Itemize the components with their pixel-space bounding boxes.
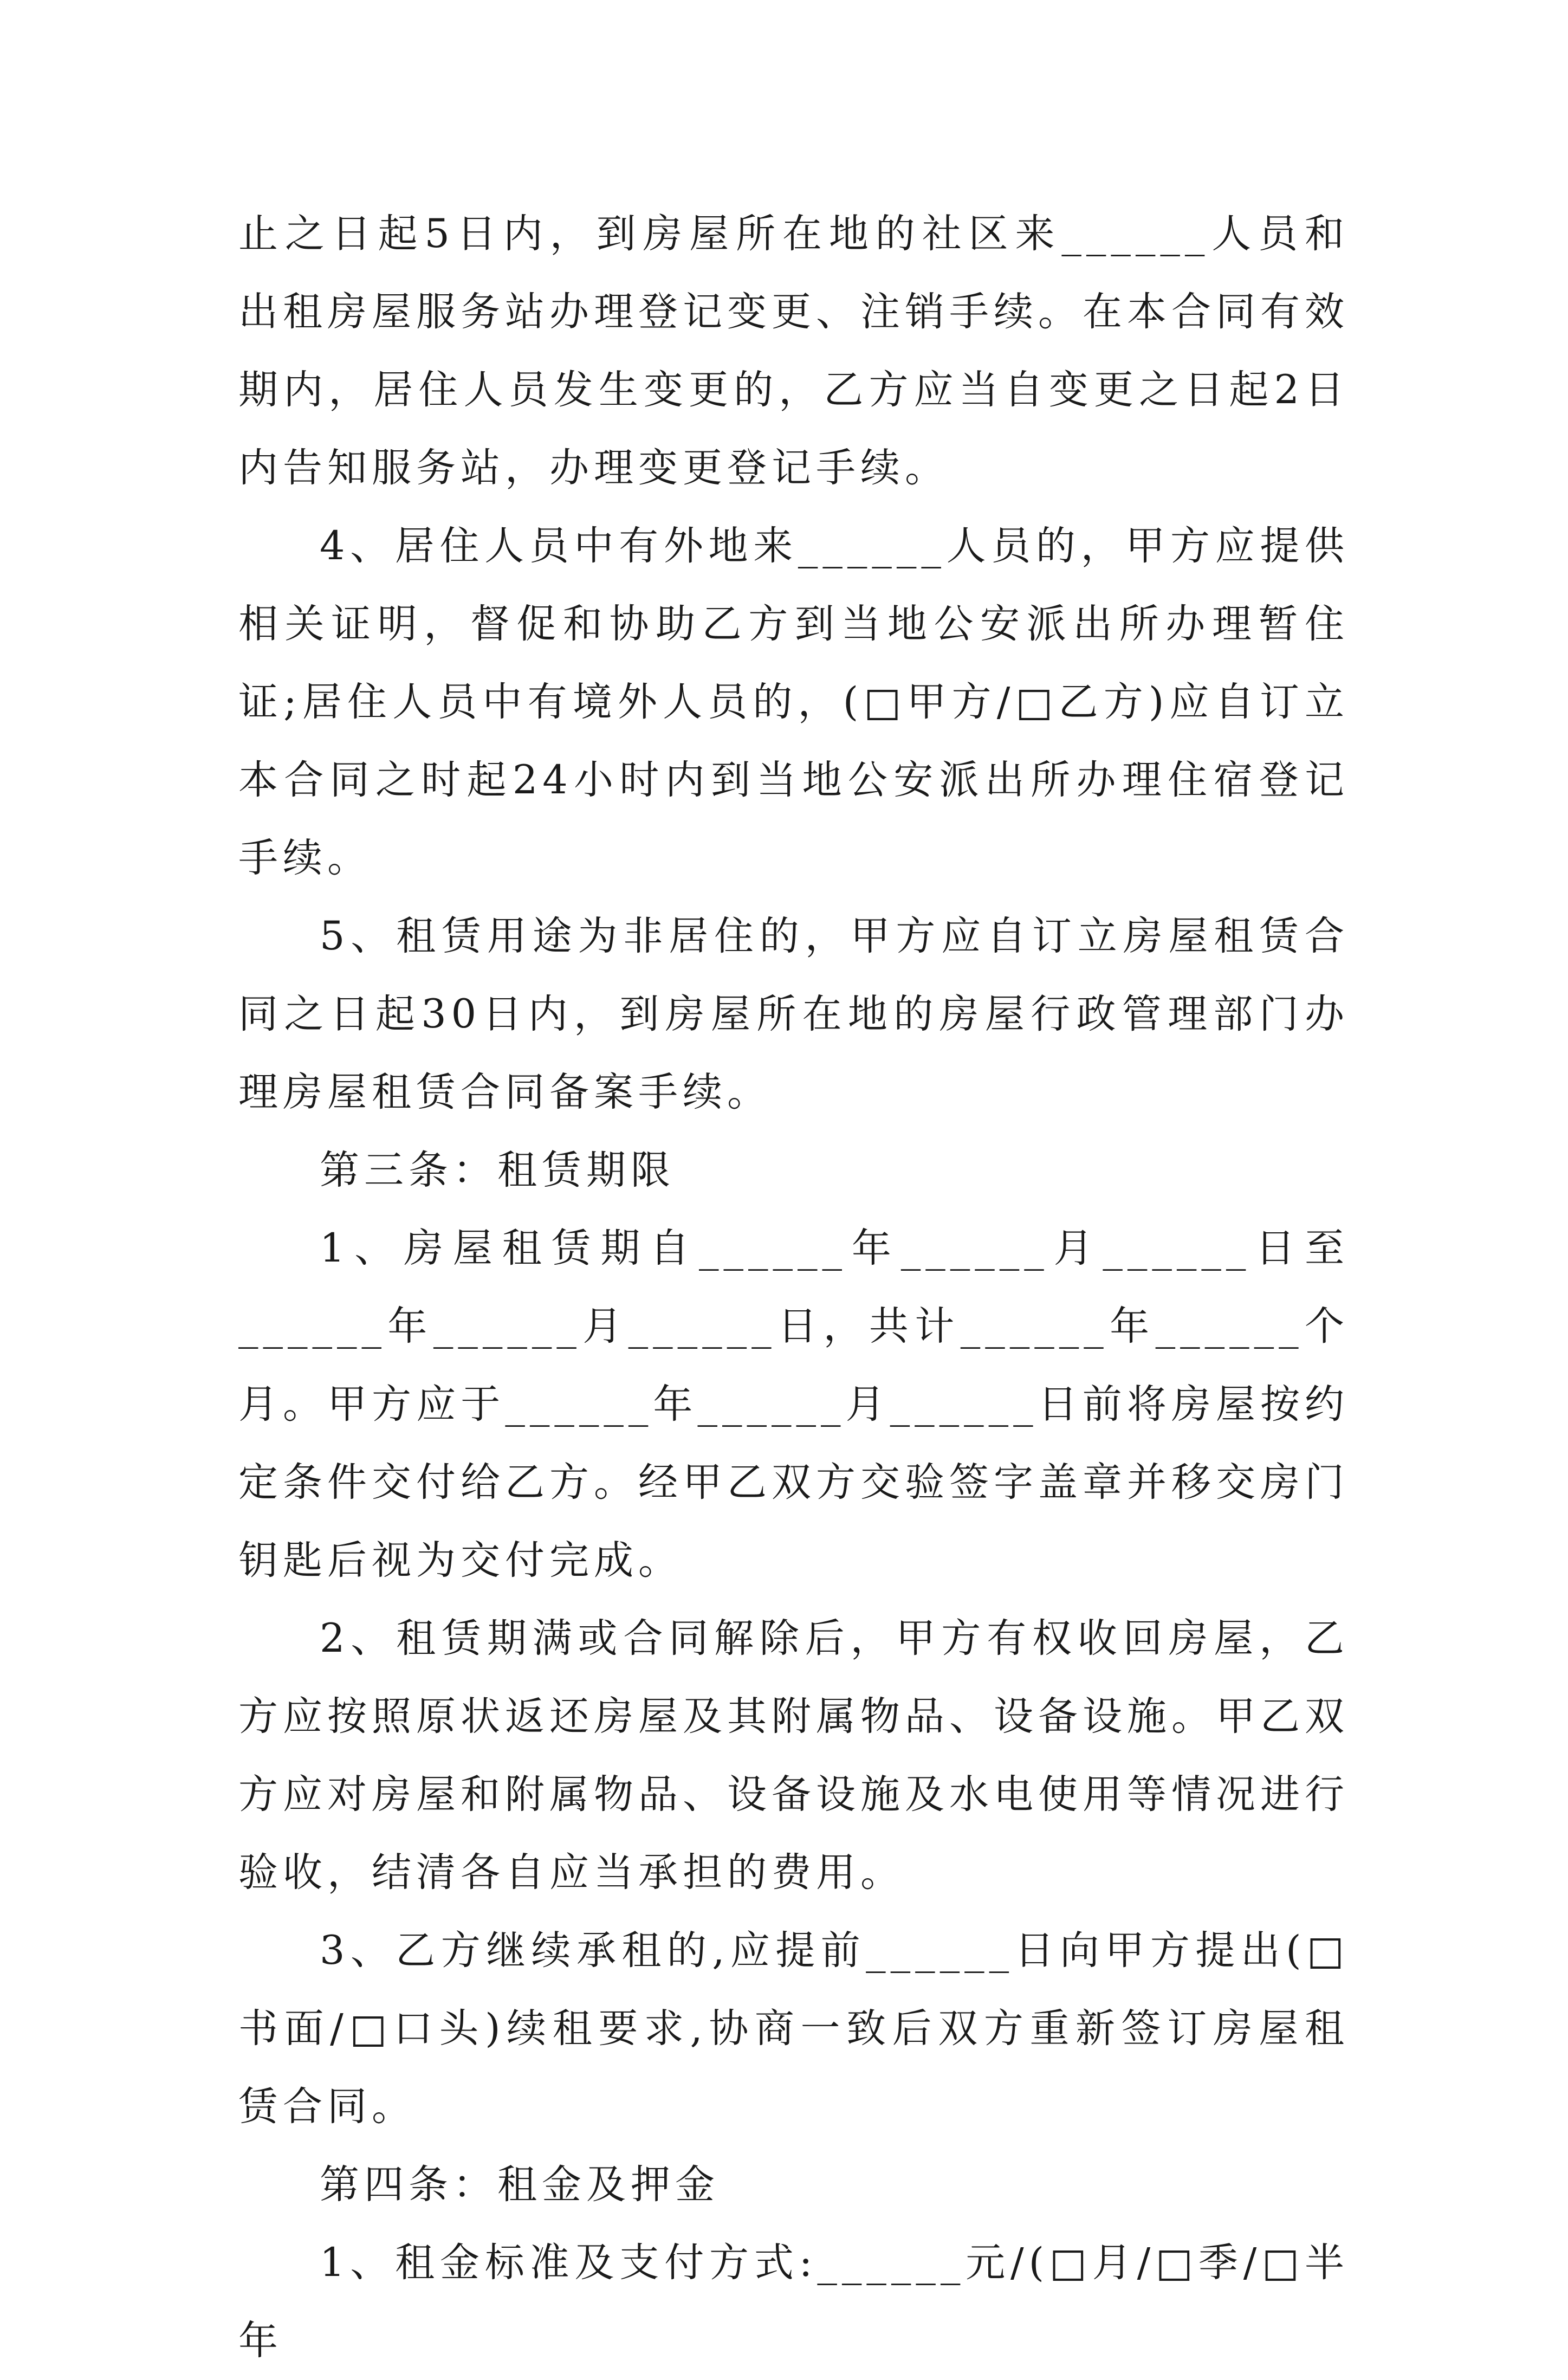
section-heading-article-4: 第四条：租金及押金 (320, 2162, 720, 2208)
paragraph-clause-5-non-residential: 5、租赁用途为非居住的，甲方应自订立房屋租赁合同之日起30日内，到房屋所在地的房屋行政管理部门办理房屋租赁合同备案手续。 (238, 913, 1349, 1115)
paragraph-lease-expiry: 2、租赁期满或合同解除后，甲方有权收回房屋，乙方应按照原状返还房屋及其附属物品、设备设施。甲乙双方应对房屋和附属物品、设备设施及水电使用等情况进行验收，结清各自应当承担的费用。 (238, 1615, 1349, 1896)
paragraph-registration-change: 止之日起5日内，到房屋所在地的社区来______人员和出租房屋服务站办理登记变更、注销手续。在本合同有效期内，居住人员发生变更的，乙方应当自变更之日起2日内告知服务站，办理变更登记手续。 (238, 211, 1349, 491)
paragraph-lease-renewal: 3、乙方继续承租的,应提前______日向甲方提出(□书面/□口头)续租要求,协商一致后双方重新签订房屋租赁合同。 (238, 1928, 1349, 2130)
paragraph-rent-standard: 1、租金标准及支付方式:______元/(□月/□季/□半年 (238, 2240, 1349, 2364)
section-heading-article-3: 第三条：租赁期限 (320, 1147, 675, 1193)
paragraph-clause-4-residents: 4、居住人员中有外地来______人员的，甲方应提供相关证明，督促和协助乙方到当地公安派出所办理暂住证;居住人员中有境外人员的，(□甲方/□乙方)应自订立本合同之时起24小时内到当地公安派出所办理住宿登记手续。 (238, 523, 1349, 881)
contract-body (238, 195, 1349, 2380)
paragraph-lease-term: 1、房屋租赁期自______年______月______日至______年______月______日，共计______年______个月。甲方应于______年______月______日前将房屋按约定条件交付给乙方。经甲乙双方交验签字盖章并移交房门钥匙后视为交付完成。 (238, 1225, 1349, 1583)
